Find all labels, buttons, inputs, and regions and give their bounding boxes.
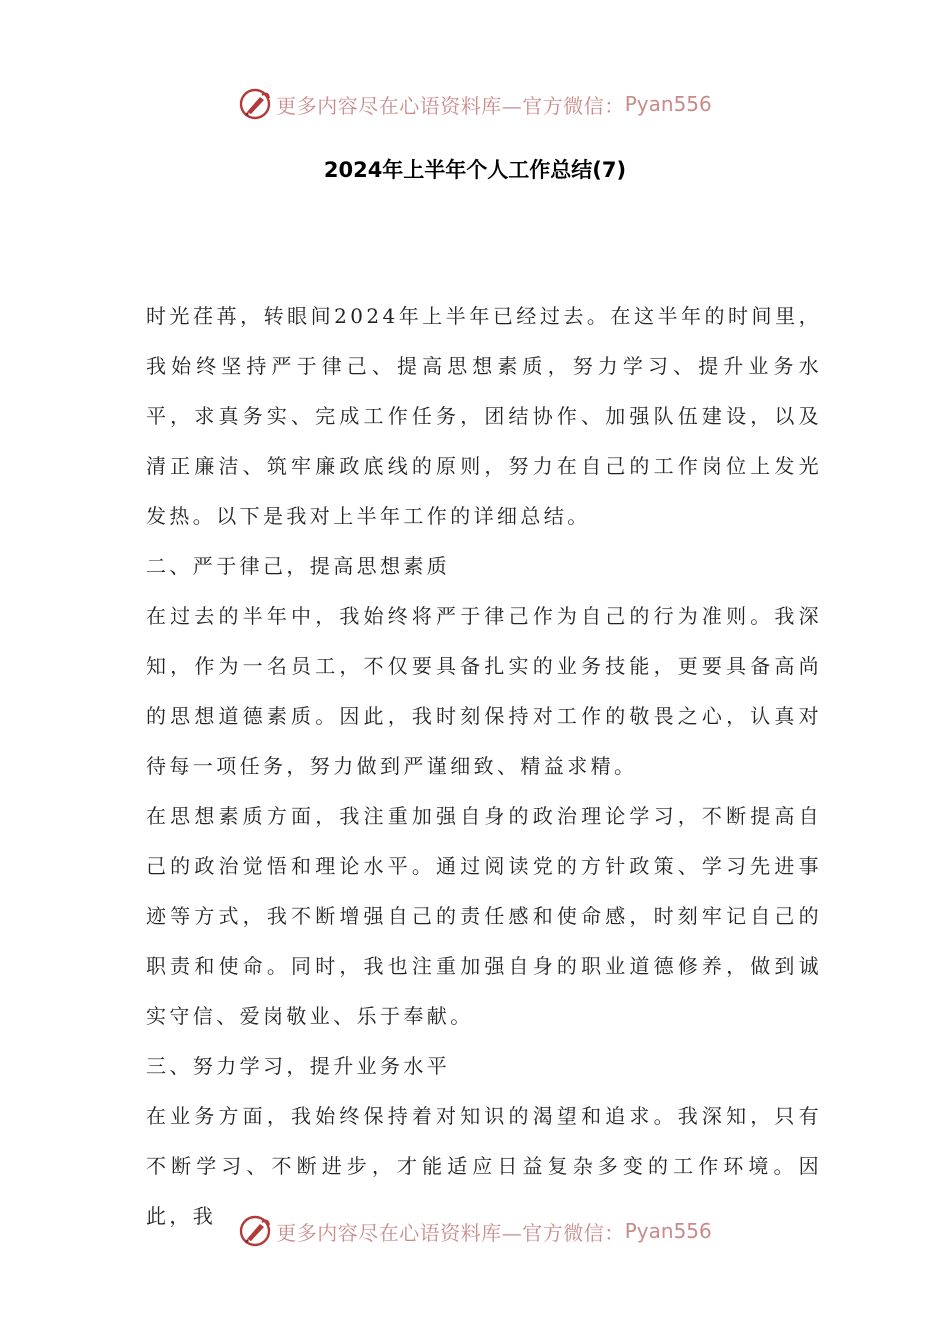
document-title: 2024年上半年个人工作总结(7): [323, 158, 627, 182]
paragraph-ideological-quality: 在思想素质方面，我注重加强自身的政治理论学习，不断提高自己的政治觉悟和理论水平。通过阅读党的方针政策、学习先进事迹等方式，我不断增强自己的责任感和使命感，时刻牢记自己的职责和使命。同时，我也注重加强自身的职业道德修养，做到诚实守信、爱岗敬业、乐于奉献。: [146, 804, 822, 1028]
document-body: [146, 291, 822, 1241]
banner-text: 更多内容尽在心语资料库—官方微信：: [276, 1220, 625, 1245]
section-heading-2: 二、严于律己，提高思想素质: [146, 554, 451, 578]
paragraph-intro: 时光荏苒，转眼间2024年上半年已经过去。在这半年的时间里，我始终坚持严于律己、提高思想素质，努力学习、提升业务水平，求真务实、完成工作任务，团结协作、加强队伍建设，以及清正廉洁、筑牢廉政底线的原则，努力在自己的工作岗位上发光发热。以下是我对上半年工作的详细总结。: [146, 304, 822, 528]
pen-logo-icon: [238, 1214, 272, 1248]
footer-watermark-banner: [0, 1211, 950, 1251]
paragraph-self-discipline: 在过去的半年中，我始终将严于律己作为自己的行为准则。我深知，作为一名员工，不仅要具备扎实的业务技能，更要具备高尚的思想道德素质。因此，我时刻保持对工作的敬畏之心，认真对待每一项任务，努力做到严谨细致、精益求精。: [146, 604, 822, 778]
paragraph-business-learning: 在业务方面，我始终保持着对知识的渴望和追求。我深知，只有不断学习、不断进步，才能适应日益复杂多变的工作环境。因此，我: [146, 1104, 822, 1228]
header-watermark-banner: [0, 84, 950, 124]
banner-text: 更多内容尽在心语资料库—官方微信：: [276, 93, 625, 118]
pen-logo-icon: [238, 87, 272, 121]
banner-wechat-id: Pyan556: [624, 92, 712, 116]
banner-wechat-id: Pyan556: [624, 1219, 712, 1243]
section-heading-3: 三、努力学习，提升业务水平: [146, 1054, 451, 1078]
